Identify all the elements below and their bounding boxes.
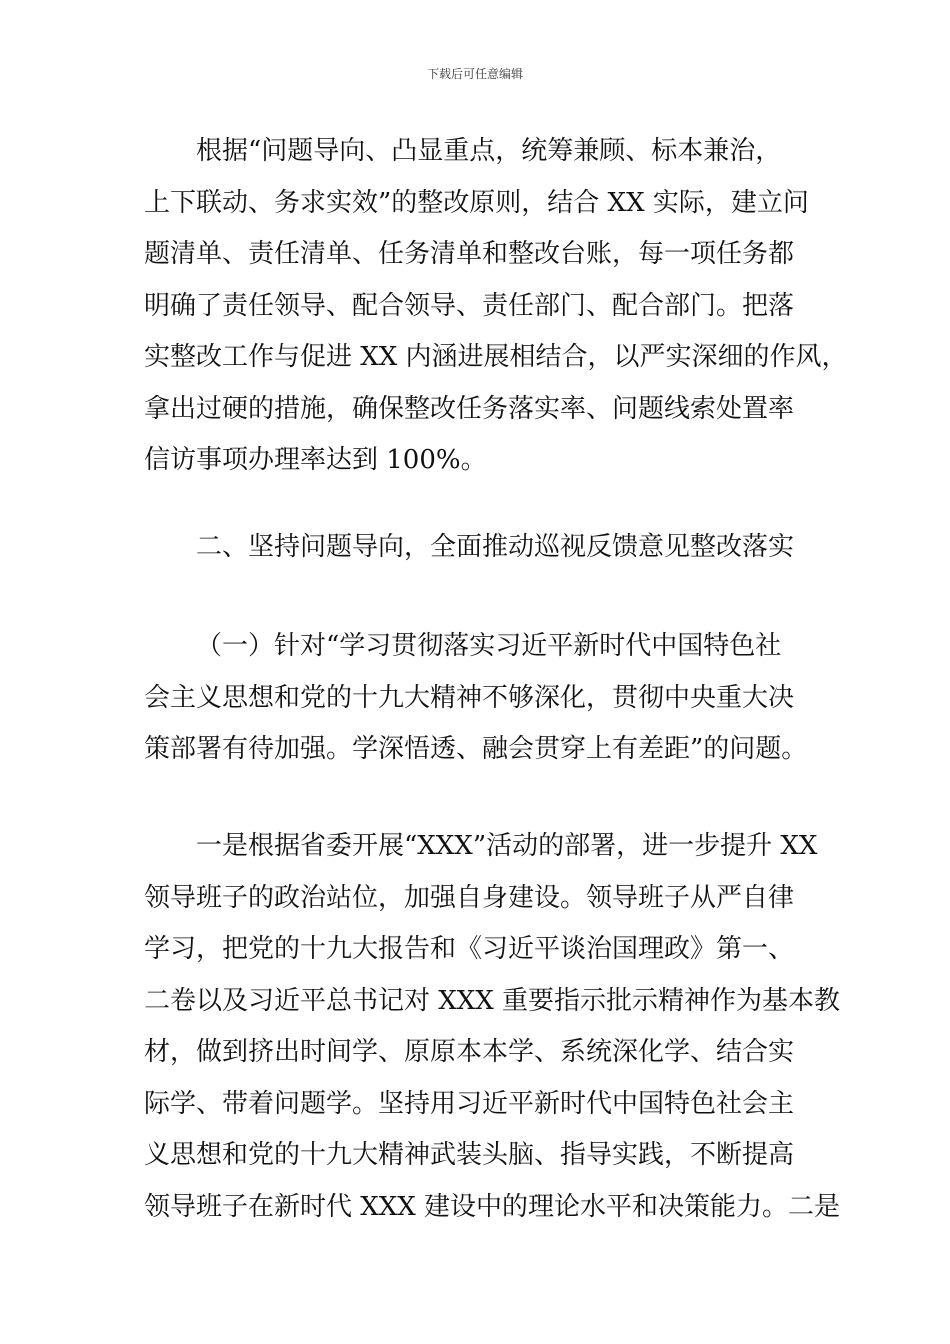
- text-line: （一）针对“学习贯彻落实习近平新时代中国特色社: [196, 631, 782, 661]
- paragraph-measure-one: [144, 821, 841, 1233]
- text-line: 拿出过硬的措施，确保整改任务落实率、问题线索处置率: [144, 393, 795, 424]
- text-line: 二卷以及习近平总书记对 XXX 重要指示批示精神作为基本教: [144, 985, 841, 1016]
- paragraph-rectification-principles: [144, 126, 848, 487]
- text-line: 上下联动、务求实效”的整改原则，结合 XX 实际，建立问: [144, 187, 809, 218]
- text-line: 实整改工作与促进 XX 内涵进展相结合，以严实深细的作风，: [144, 342, 848, 372]
- text-line: 会主义思想和党的十九大精神不够深化，贯彻中央重大决: [144, 682, 795, 713]
- text-line: 信访事项办理率达到 100%。: [144, 445, 487, 475]
- text-line: 根据“问题导向、凸显重点，统筹兼顾、标本兼治，: [196, 136, 782, 166]
- section-heading-text: 二、坚持问题导向，全面推动巡视反馈意见整改落实: [196, 532, 795, 562]
- text-line: 明确了责任领导、配合领导、责任部门、配合部门。把落: [144, 290, 795, 321]
- section-heading: [144, 522, 834, 574]
- text-line: 一是根据省委开展“XXX”活动的部署，进一步提升 XX: [196, 831, 818, 861]
- text-line: 际学、带着问题学。坚持用习近平新时代中国特色社会主: [144, 1088, 795, 1119]
- text-line: 义思想和党的十九大精神武装头脑、指导实践，不断提高: [144, 1140, 795, 1170]
- text-line: 策部署有待加强。学深悟透、融会贯穿上有差距”的问题。: [144, 734, 808, 764]
- text-line: 学习，把党的十九大报告和《习近平谈治国理政》第一、: [144, 934, 795, 964]
- text-line: 领导班子在新时代 XXX 建设中的理论水平和决策能力。二是: [144, 1191, 841, 1222]
- page-header-note: 下载后可任意编辑: [426, 67, 523, 81]
- text-line: 材，做到挤出时间学、原原本本学、系统深化学、结合实: [144, 1037, 795, 1067]
- text-line: 领导班子的政治站位，加强自身建设。领导班子从严自律: [144, 882, 795, 913]
- text-line: 题清单、责任清单、任务清单和整改台账，每一项任务都: [144, 239, 795, 269]
- paragraph-subsection-one: [144, 621, 834, 776]
